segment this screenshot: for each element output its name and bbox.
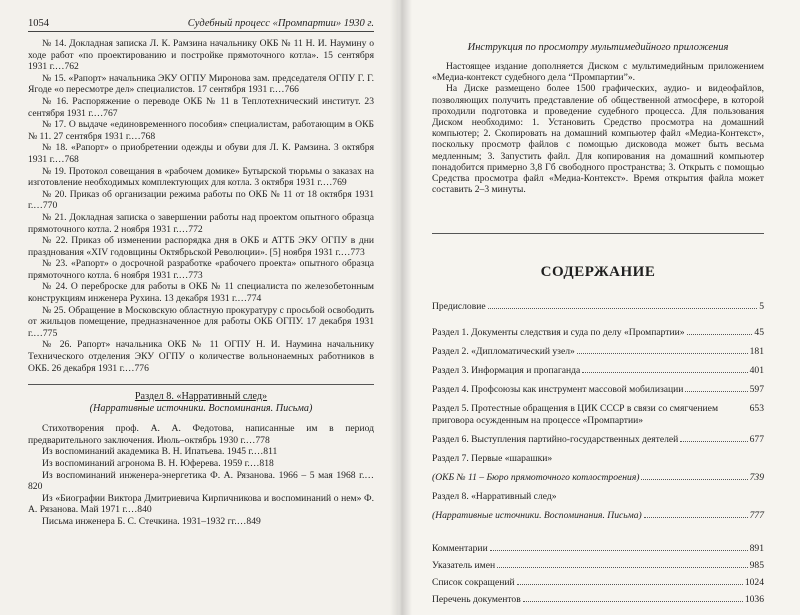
entry-page: 820 [28,481,43,493]
dot-leader [517,584,743,585]
toc-row-page: 739 [749,472,764,484]
entry-page: 770 [42,200,58,212]
entry-page: 778 [255,434,270,446]
toc-row [432,577,764,589]
entry-page: 776 [134,362,149,374]
entry-text: № 22. Приказ об изменении распорядка дня в ОКБ и АТТБ ЭКУ ОГПУ в дни празднования «XIV годовщины Октябрьской Революции». [5] ноября 1931 г. [28,235,374,258]
entry-page: 768 [140,130,156,142]
entry-text: Письма инженера Б. С. Стечкина. 1931–1932 гг. [42,515,237,527]
entry-text: № 16. Распоряжение о переводе ОКБ № 11 в Теплотехнический институт. 23 сентября 1931 г. [28,95,374,119]
section-entry [28,458,374,470]
toc-row-page: 1024 [744,577,764,589]
entry-page: 840 [137,504,152,516]
toc-row-text: Раздел 3. Информация и пропаганда [432,365,581,377]
toc-row-text: Раздел 6. Выступления партийно-государственных деятелей [432,434,679,446]
entry-text: № 21. Докладная записка о завершении работы над проектом опытного образца прямоточного котла. 2 ноября 1931 г. [28,211,374,235]
section-8-block [28,384,374,527]
dot-leader [523,601,743,602]
toc-row-page: 597 [749,384,764,396]
dot-leader [488,308,758,309]
toc-row [432,327,764,339]
dot-leader [497,567,747,568]
toc-row [432,453,764,465]
entry-text: Из воспоминаний инженера-энергетика Ф. А. Рязанова. 1966 – 5 мая 1968 г. [42,469,365,481]
toc-row [432,403,764,427]
dot-leader: … [93,107,104,119]
dot-leader: … [274,84,285,96]
entry-text: № 26. Рапорт» начальника ОКБ № 11 ОГПУ Н. И. Наумина начальнику Технического отделения ЭКУ ОГПУ о количестве вольнонаемных работников в ОКБ. 26 декабря 1931 г. [28,339,374,374]
toc-row-text: Список сокращений [432,577,515,589]
entry-page: 818 [259,458,274,469]
toc-row-text: Раздел 7. Первые «шарашки» [432,453,553,465]
toc-row [432,491,764,503]
toc-row-preface [432,301,764,313]
section-entry [28,446,374,458]
toc-row [432,510,764,522]
entry-text: № 19. Протокол совещания в «рабочем домике» Бутырской тюрьмы о заказах на изготовление необходимых комплектующих для котла. 3 октября 1931 г. [28,165,374,189]
toc-row [432,543,764,555]
document-entry [28,119,374,142]
document-list [28,38,374,374]
dot-leader: … [236,515,247,527]
section-entry [28,516,374,528]
toc-row-text: (Нарративные источники. Воспоминания. Письма) [432,510,642,522]
section-entry [28,423,374,446]
section-entry [28,493,374,516]
entry-page: 766 [284,84,299,96]
entry-page: 775 [42,327,58,339]
entry-text: № 24. О переброске для работы в ОКБ № 11 специалиста по железобетонным конструкциям инженера Рухина. 13 декабря 1931 г. [28,281,374,305]
dot-leader: … [131,130,141,142]
toc-row-text: Раздел 1. Документы следствия и суда по делу «Промпартии» [432,327,685,339]
toc-row-page: 985 [749,560,764,572]
dot-leader [490,550,748,551]
entry-text: № 15. «Рапорт» начальника ЭКУ ОГПУ Миронова зам. председателя ОГПУ Г. Г. Ягоде «о пересмотре дел» специалистов. 17 сентября 1931 г. [28,72,374,96]
toc-row [432,346,764,358]
document-entry [28,142,374,165]
dot-leader: … [237,293,247,305]
document-entry [28,235,374,258]
entry-page: 774 [246,293,262,305]
document-entry [28,212,374,235]
running-header-left [28,18,374,32]
dot-leader: … [178,269,189,281]
toc-row-page: 653 [749,403,764,415]
toc-row-text: Раздел 4. Профсоюзы как инструмент массовой мобилизации [432,384,684,396]
entry-page: 769 [332,177,347,189]
running-title: Судебный процесс «Промпартии» 1930 г. [187,18,374,29]
toc-row [432,434,764,446]
toc-row-text: Раздел 8. «Нарративный след» [432,491,557,503]
toc-row-page: 891 [749,543,764,555]
entry-text: Стихотворения проф. А. А. Федотова, написанные им в период предварительного заключения. Июль–октябрь 1930 г. [28,423,374,446]
entry-text: № 18. «Рапорт» о приобретении одежды и обуви для Л. К. Рамзина. 3 октября 1931 г. [28,142,374,165]
entry-page: 849 [246,515,261,527]
dot-leader [582,372,747,373]
dot-leader [687,334,753,335]
document-entry [28,281,374,304]
dot-leader: … [253,446,264,458]
toc-section-list [432,327,764,529]
toc-row-page: 777 [749,510,764,522]
toc-back-matter-list [432,543,764,611]
toc-row [432,384,764,396]
section-subtitle: (Нарративные источники. Воспоминания. Письма) [89,403,313,415]
entry-page: 772 [188,223,203,235]
entry-text: Из воспоминаний агронома В. Н. Юферева. 1959 г. [42,458,250,469]
document-entry [28,305,374,340]
section-entry-list [28,423,374,527]
entry-page: 767 [103,107,118,119]
toc-title: СОДЕРЖАНИЕ [540,264,656,281]
dot-leader: … [322,177,333,189]
dot-leader: … [54,61,65,73]
document-entry [28,339,374,374]
entry-text: Из «Биографии Виктора Дмитриевича Кирпичникова и воспоминаний о нем» Ф. А. Рязанова. Май 1971 г. [28,492,374,516]
document-entry [28,96,374,119]
toc-row [432,365,764,377]
section-title: Раздел 8. «Нарративный след» [134,391,268,403]
toc-row-page: 45 [754,327,764,339]
instruction-paragraph-2: На Диске размещено более 1500 графических, аудио- и видеофайлов, позволяющих получить представление об общественной атмосфере, в которой проходили подготовка и проведение судебного процесса. Для пользования Диском необходимо: 1. Установить Средство просмотра на домашний компьютер; 2. Скопировать на домашний компьютер файл «Медиа-Контекст», поскольку просмотр файлов с помощью дисковода может быть весьма медленным; 3. Запустить файл. Для копирования на домашний компьютер понадобится примерно 3,8 Гб свободного пространства; 3. Открыть с помощью Средства просмотра файл «Медиа-Контекст». Время открытия файла может составить 2–3 минуты. [432,83,764,196]
toc-row-page: 5 [759,301,764,313]
toc-row-page: 401 [749,365,764,377]
toc-row-text: Предисловие [432,301,486,313]
entry-text: № 20. Приказ об организации режима работы по ОКБ № 11 от 18 октября 1931 г. [28,188,374,212]
dot-leader: … [364,469,374,481]
toc-row-text: (ОКБ № 11 – Бюро прямоточного котлостроения) [432,472,640,484]
dot-leader [577,353,748,354]
toc-row-page: 1036 [744,594,764,606]
section-entry [28,470,374,493]
toc-row-text: Раздел 5. Протестные обращения в ЦИК СССР в связи со смягчением приговора осужденным на процессе «Промпартии» [432,403,719,427]
dot-leader [644,517,748,518]
toc-row-text: Перечень документов [432,594,521,606]
toc-row-page: 181 [749,346,764,358]
dot-leader: … [124,362,135,374]
book-gutter [390,0,412,615]
dot-leader: … [54,153,65,165]
entry-text: № 23. «Рапорт» о досрочной разработке «рабочего проекта» опытного образца прямоточного котла. 6 ноября 1931 г. [28,258,374,281]
instruction-paragraph-1: Настоящее издание дополняется Диском с мультимедийным приложением «Медиа-контекст судебного дела “Промпартии”». [432,61,764,84]
toc-row-text: Указатель имен [432,560,496,572]
entry-text: № 17. О выдаче «единовременного пособия» специалистам, работающим в ОКБ № 11. 27 сентября 1931 г. [28,119,374,142]
dot-leader: … [127,504,138,516]
instruction-heading: Инструкция по просмотру мультимедийного приложения [467,42,729,53]
dot-leader: … [178,223,189,235]
dot-leader: … [245,434,256,446]
entry-page: 773 [350,246,365,258]
page-number: 1054 [28,18,49,29]
right-page [398,0,800,615]
entry-page: 762 [64,61,79,73]
document-entry [28,166,374,189]
entry-page: 773 [188,269,203,281]
toc-row [432,560,764,572]
document-entry [28,258,374,281]
dot-leader: … [33,200,43,212]
dot-leader: … [249,458,260,469]
document-entry [28,189,374,212]
toc-row [432,472,764,484]
document-entry [28,38,374,73]
toc-row [432,594,764,606]
dot-leader [641,479,747,480]
entry-page: 811 [263,446,278,458]
toc-row-text: Раздел 2. «Дипломатический узел» [432,346,575,358]
document-entry [28,73,374,96]
entry-text: № 14. Докладная записка Л. К. Рамзина начальнику ОКБ № 11 Н. И. Наумину о ходе работ «по проектированию и постройке прямоточного котла». 15 сентября 1931 г. [28,38,374,73]
dot-leader [685,391,747,392]
dot-leader: … [340,246,351,258]
left-page [0,0,398,615]
entry-text: № 25. Обращение в Московскую областную прокуратуру с просьбой освободить от жильцов помещение, предназначенное для работы ОКБ ОГПУ. 17 декабря 1931 г. [28,304,374,339]
entry-text: Из воспоминаний академика В. Н. Ипатьева. 1945 г. [42,446,254,458]
dot-leader [680,441,747,442]
toc-row-text: Комментарии [432,543,488,555]
divider-rule [432,233,764,234]
dot-leader: … [33,327,43,339]
toc-row-page: 677 [749,434,764,446]
entry-page: 768 [64,153,79,165]
